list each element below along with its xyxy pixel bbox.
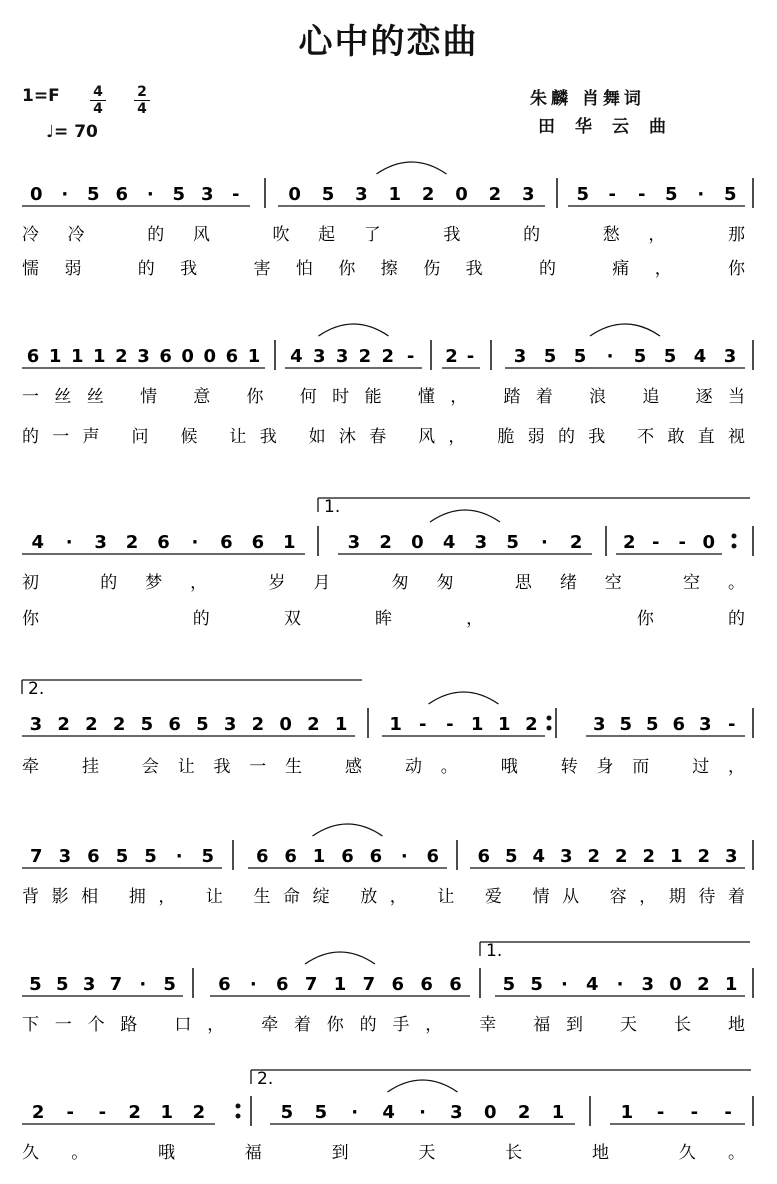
note-digit: 2 xyxy=(614,846,628,867)
note-digit: 1 xyxy=(93,346,106,367)
note-digit: 2 xyxy=(587,846,601,867)
note-digit: - xyxy=(678,532,686,553)
note-digit: 6 xyxy=(251,532,265,553)
note-digit: 5 xyxy=(144,846,157,867)
note-digit: 5 xyxy=(163,974,176,995)
note-digit: 5 xyxy=(321,184,335,205)
note-digit: 7 xyxy=(109,974,123,995)
note-digit: 0 xyxy=(203,346,217,367)
note-digit: 2 xyxy=(358,346,372,367)
note-digit: 2 xyxy=(85,714,98,735)
note-digit: 3 xyxy=(724,846,738,867)
note-digit: - xyxy=(724,1102,732,1123)
note-digit: 3 xyxy=(513,346,527,367)
note-digit: 1 xyxy=(70,346,84,367)
note-digit: 5 xyxy=(201,846,214,867)
repeat-dot xyxy=(236,1104,241,1109)
note-digit: 0 xyxy=(484,1102,497,1123)
note-digit: 3 xyxy=(335,346,349,367)
volta-2b-label: 2. xyxy=(257,1069,274,1089)
note-digit: 7 xyxy=(30,846,43,867)
slur-arc xyxy=(313,824,383,836)
note-digit: 0 xyxy=(29,184,43,205)
note-digit: 6 xyxy=(420,974,433,995)
volta-1-label: 1. xyxy=(324,497,341,517)
note-digit: 1 xyxy=(551,1102,565,1123)
note-digit: · xyxy=(419,1102,426,1123)
note-digit: 2 xyxy=(622,532,636,553)
note-digit: 3 xyxy=(58,846,72,867)
note-digit: 6 xyxy=(159,346,172,367)
slur-arc xyxy=(377,162,447,174)
note-digit: 2 xyxy=(697,974,710,995)
composer-credit: 田华云曲 xyxy=(538,117,686,137)
note-digit: 1 xyxy=(388,184,402,205)
note-digit: 1 xyxy=(333,974,347,995)
note-digit: · xyxy=(65,532,73,553)
note-digit: 1 xyxy=(620,1102,634,1123)
note-digit: 1 xyxy=(160,1102,174,1123)
note-digit: 0 xyxy=(279,714,292,735)
note-digit: 3 xyxy=(137,346,150,367)
note-digit: - xyxy=(66,1102,74,1123)
note-digit: 1 xyxy=(389,714,402,735)
lyric-line-1: 久。 哦 福 到 天 长 地 久。 xyxy=(22,1143,745,1163)
note-digit: 0 xyxy=(181,346,194,367)
note-digit: - xyxy=(656,1102,665,1123)
song-title: 心中的恋曲 xyxy=(298,22,479,62)
lyric-line-2: 你 的双眸， 你的 xyxy=(22,609,745,629)
note-digit: 6 xyxy=(225,346,239,367)
note-digit: 6 xyxy=(369,846,383,867)
note-digit: · xyxy=(191,532,199,553)
repeat-dot xyxy=(236,1114,241,1119)
note-digit: - xyxy=(652,532,660,553)
note-digit: 5 xyxy=(576,184,590,205)
note-digit: - xyxy=(406,346,415,367)
note-digit: 6 xyxy=(220,532,233,553)
lyric-line-2: 懦弱 的我 害怕你擦伤我 的 痛， 你 xyxy=(22,259,746,279)
time-signature-2-4: $\frac{2}{4}$ xyxy=(134,84,150,117)
note-digit: 5 xyxy=(664,184,678,205)
note-digit: · xyxy=(175,846,183,867)
lyric-line-1: 牵 挂 会让我一生 感 动。 哦 转身而 过， xyxy=(22,757,745,777)
note-digit: 5 xyxy=(504,846,518,867)
note-digit: 6 xyxy=(115,184,129,205)
note-digit: 1 xyxy=(283,532,296,553)
note-digit: · xyxy=(351,1102,359,1123)
note-digit: 1 xyxy=(669,846,683,867)
note-digit: - xyxy=(728,714,736,735)
note-digit: - xyxy=(98,1102,107,1123)
note-digit: 6 xyxy=(275,974,289,995)
note-digit: 0 xyxy=(702,532,716,553)
note-digit: 6 xyxy=(87,846,100,867)
note-digit: 2 xyxy=(31,1102,45,1123)
tempo-marking: ♩= 70 xyxy=(46,122,98,142)
lyric-line-2: 的一声 问 候 让我 如沐春 风， 脆弱的我 不敢直视 xyxy=(22,427,745,447)
note-digit: 2 xyxy=(421,184,435,205)
note-digit: 1 xyxy=(247,346,261,367)
lyric-line-1: 下一个路 口， 牵着你的手， 幸 福到 天 长 地 xyxy=(22,1015,745,1035)
note-digit: 5 xyxy=(663,346,677,367)
lyric-line-1: 冷冷 的风 吹起了 我 的 愁， 那 xyxy=(22,225,746,245)
time-signature-4-4: $\frac{4}{4}$ xyxy=(90,84,106,117)
note-digit: - xyxy=(466,346,475,367)
quarter-note-icon: ♩ xyxy=(46,122,55,142)
note-digit: 3 xyxy=(559,846,573,867)
note-digit: 3 xyxy=(29,714,43,735)
note-digit: - xyxy=(690,1102,699,1123)
slur-arc xyxy=(430,510,500,522)
note-digit: 6 xyxy=(341,846,354,867)
note-digit: 3 xyxy=(522,184,535,205)
note-digit: 1 xyxy=(470,714,484,735)
note-digit: 2 xyxy=(57,714,70,735)
note-digit: 4 xyxy=(442,532,456,553)
note-digit: 2 xyxy=(128,1102,141,1123)
slur-arc xyxy=(429,692,499,704)
slur-arc xyxy=(388,1080,458,1092)
note-digit: 2 xyxy=(251,714,265,735)
note-digit: 2 xyxy=(192,1102,206,1123)
note-digit: 4 xyxy=(585,974,599,995)
note-digit: - xyxy=(638,184,646,205)
note-digit: 3 xyxy=(641,974,655,995)
note-digit: 2 xyxy=(525,714,538,735)
note-digit: · xyxy=(249,974,257,995)
note-digit: 1 xyxy=(497,714,511,735)
note-digit: 2 xyxy=(115,346,128,367)
note-digit: 5 xyxy=(573,346,587,367)
note-digit: 5 xyxy=(530,974,543,995)
slur-arc xyxy=(319,324,389,336)
note-digit: 2 xyxy=(517,1102,531,1123)
note-digit: 3 xyxy=(474,532,488,553)
repeat-dot xyxy=(547,726,552,731)
note-digit: · xyxy=(697,184,705,205)
note-digit: 4 xyxy=(382,1102,395,1123)
key-signature: 1=F xyxy=(22,86,60,106)
note-digit: 5 xyxy=(140,714,154,735)
note-digit: 3 xyxy=(355,184,368,205)
note-digit: 6 xyxy=(391,974,405,995)
note-digit: - xyxy=(608,184,616,205)
note-digit: 1 xyxy=(724,974,738,995)
note-digit: 3 xyxy=(723,346,737,367)
note-digit: 5 xyxy=(29,974,42,995)
lyric-line-1: 初 的梦， 岁月 匆匆 思绪空 空。 xyxy=(22,573,745,593)
note-digit: · xyxy=(606,346,614,367)
note-digit: 3 xyxy=(82,974,96,995)
lyric-line-1: 背影相 拥， 让 生命绽 放， 让 爱 情从 容，期待着 xyxy=(22,887,745,907)
note-digit: 5 xyxy=(55,974,69,995)
note-digit: 2 xyxy=(445,346,458,367)
note-digit: 2 xyxy=(488,184,502,205)
note-digit: 2 xyxy=(112,714,126,735)
note-digit: 7 xyxy=(362,974,376,995)
volta-2-label: 2. xyxy=(28,679,45,699)
note-digit: 5 xyxy=(196,714,209,735)
repeat-dot xyxy=(547,716,552,721)
note-digit: 2 xyxy=(569,532,583,553)
note-digit: 0 xyxy=(411,532,424,553)
note-digit: 6 xyxy=(26,346,40,367)
note-digit: 5 xyxy=(543,346,557,367)
note-digit: 6 xyxy=(218,974,231,995)
note-digit: 4 xyxy=(693,346,707,367)
note-digit: · xyxy=(616,974,624,995)
repeat-dot xyxy=(732,544,737,549)
note-digit: 4 xyxy=(290,346,303,367)
note-digit: 5 xyxy=(314,1102,328,1123)
note-digit: 6 xyxy=(168,714,181,735)
note-digit: 6 xyxy=(672,714,686,735)
note-digit: 1 xyxy=(48,346,62,367)
note-digit: - xyxy=(419,714,427,735)
note-digit: 7 xyxy=(304,974,318,995)
note-digit: 1 xyxy=(312,846,326,867)
note-digit: · xyxy=(540,532,548,553)
note-digit: 5 xyxy=(115,846,129,867)
note-digit: 2 xyxy=(381,346,395,367)
note-digit: - xyxy=(232,184,240,205)
slur-arc xyxy=(305,952,375,964)
note-digit: · xyxy=(139,974,147,995)
note-digit: 0 xyxy=(669,974,682,995)
note-digit: · xyxy=(146,184,154,205)
note-digit: 5 xyxy=(502,974,516,995)
note-digit: 2 xyxy=(125,532,139,553)
note-digit: 3 xyxy=(698,714,712,735)
note-digit: · xyxy=(61,184,69,205)
note-digit: 6 xyxy=(284,846,297,867)
note-digit: 5 xyxy=(280,1102,294,1123)
note-digit: 5 xyxy=(172,184,186,205)
note-digit: 6 xyxy=(449,974,462,995)
note-digit: 3 xyxy=(223,714,237,735)
note-digit: 2 xyxy=(307,714,320,735)
note-digit: 2 xyxy=(697,846,711,867)
note-digit: · xyxy=(561,974,568,995)
note-digit: 5 xyxy=(633,346,647,367)
note-digit: 5 xyxy=(645,714,659,735)
note-digit: 5 xyxy=(86,184,100,205)
lyric-line-1: 一丝丝 情 意 你 何时能 懂， 踏着 浪 追 逐当 xyxy=(22,387,746,407)
note-digit: 5 xyxy=(506,532,519,553)
note-digit: 3 xyxy=(200,184,214,205)
note-digit: 0 xyxy=(455,184,468,205)
note-digit: 3 xyxy=(347,532,361,553)
note-digit: · xyxy=(400,846,408,867)
note-digit: 6 xyxy=(477,846,491,867)
slur-arc xyxy=(590,324,660,336)
volta-1b-label: 1. xyxy=(486,941,503,961)
note-digit: 6 xyxy=(255,846,269,867)
note-digit: 2 xyxy=(379,532,392,553)
note-digit: 5 xyxy=(723,184,737,205)
note-digit: 3 xyxy=(94,532,107,553)
note-digit: 6 xyxy=(426,846,440,867)
note-digit: 4 xyxy=(532,846,546,867)
note-digit: 1 xyxy=(334,714,348,735)
note-digit: 3 xyxy=(312,346,326,367)
note-digit: 3 xyxy=(592,714,606,735)
note-digit: 5 xyxy=(619,714,633,735)
lyricist-credit: 朱麟 肖舞词 xyxy=(530,89,645,109)
note-digit: 0 xyxy=(288,184,301,205)
note-digit: 4 xyxy=(31,532,44,553)
repeat-dot xyxy=(732,534,737,539)
note-digit: - xyxy=(446,714,454,735)
note-digit: 6 xyxy=(157,532,170,553)
note-digit: 3 xyxy=(450,1102,463,1123)
note-digit: 2 xyxy=(642,846,656,867)
